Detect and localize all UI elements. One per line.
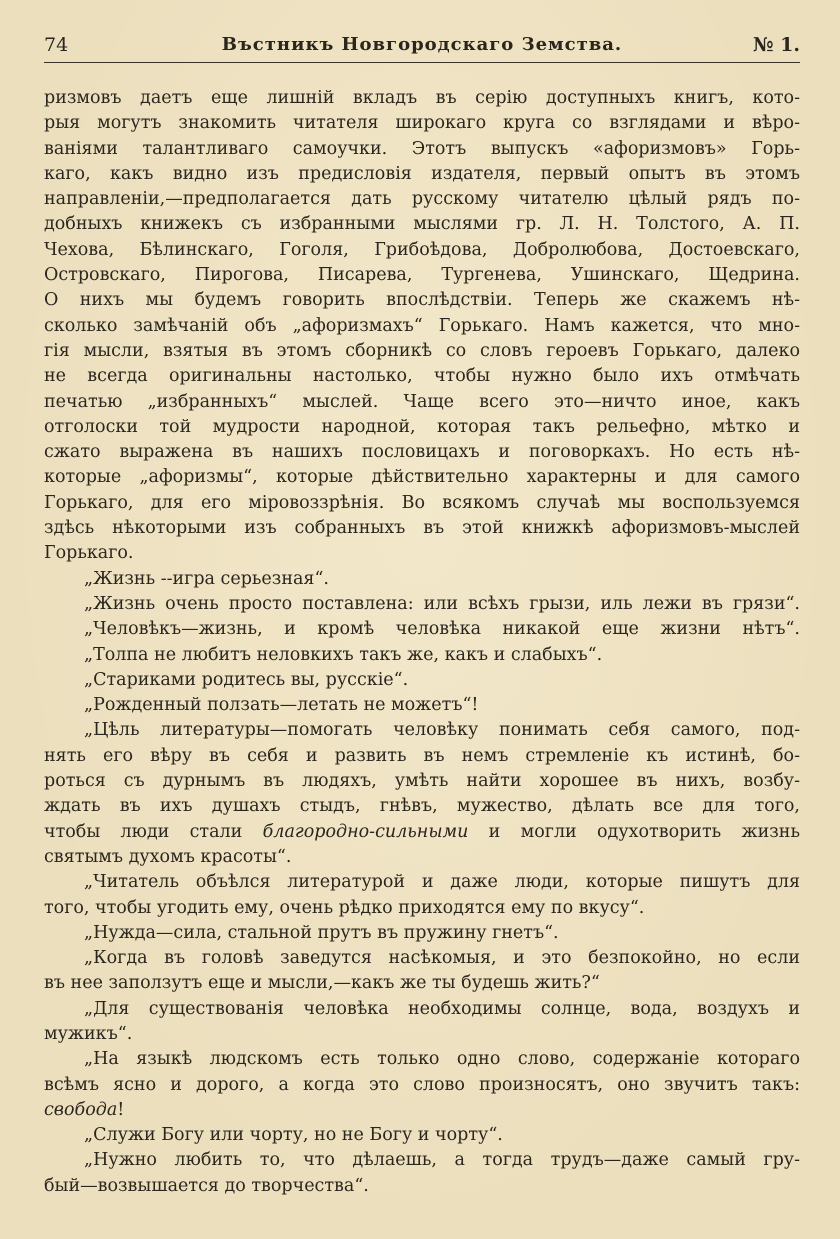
text-line	[44, 820, 800, 845]
text-line: ризмовъ даетъ еще лишній вкладъ въ серію доступныхъ книгъ, кото-	[44, 88, 800, 108]
text-line: роться съ дурнымъ въ людяхъ, умѣть найти хорошее въ нихъ, возбу-	[44, 771, 800, 792]
text-line: мужикъ“.	[44, 1023, 133, 1044]
aphorism: „Нужда—сила, стальной прутъ въ пружину гнетъ“.	[84, 922, 559, 943]
aphorism: „Жизнь --игра серьезная“.	[84, 568, 329, 589]
text-segment: чтобы люди стали	[44, 821, 243, 842]
aphorism: „Жизнь очень просто поставлена: или всѣхъ грызи, иль лежи въ грязи“.	[84, 593, 800, 614]
aphorism: „Когда въ головѣ заведутся насѣкомыя, и это безпокойно, но если	[84, 948, 800, 969]
text-line: Горькаго.	[44, 543, 134, 564]
text-line: которые „афоризмы“, которые дѣйствительно характерны и для самого	[44, 467, 800, 488]
text-line: каго, какъ видно изъ предисловія издателя, первый опытъ въ этомъ	[44, 163, 800, 184]
text-line: здѣсь нѣкоторыми изъ собранныхъ въ этой книжкѣ афоризмовъ-мыслей	[44, 518, 800, 539]
aphorism: „Стариками родитесь вы, русскіе“.	[84, 669, 409, 690]
text-line: ждать въ ихъ душахъ стыдъ, гнѣвъ, мужество, дѣлать все для того,	[44, 796, 800, 817]
text-line: нять его вѣру въ себя и развить въ немъ стремленіе къ истинѣ, бо-	[44, 745, 800, 766]
aphorism: „На языкѣ людскомъ есть только одно слово, содержаніе котораго	[84, 1049, 800, 1070]
text-line: направленіи,—предполагается дать русскому читателю цѣлый рядъ по-	[44, 189, 800, 210]
text-line: того, чтобы угодить ему, очень рѣдко приходятся ему по вкусу“.	[44, 897, 645, 918]
text-line: О нихъ мы будемъ говорить впослѣдствіи. Теперь же скажемъ нѣ-	[44, 290, 800, 311]
text-line: всѣмъ ясно и дорого, а когда это слово произносятъ, оно звучитъ такъ:	[44, 1074, 800, 1095]
text-line: рыя могутъ знакомить читателя широкаго круга со взглядами и вѣро-	[44, 113, 800, 134]
text-line: не всегда оригинальны настолько, чтобы нужно было ихъ отмѣчать	[44, 366, 800, 387]
text-line: гія мысли, взятыя въ этомъ сборникѣ со словъ героевъ Горькаго, далеко	[44, 340, 800, 361]
text-line: въ нее заползутъ еще и мысли,—какъ же ты будешь жить?“	[44, 973, 600, 994]
text-line: бый—возвышается до творчества“.	[44, 1175, 369, 1196]
aphorism: „Для существованія человѣка необходимы солнце, вода, воздухъ и	[84, 998, 800, 1019]
aphorism: „Служи Богу или чорту, но не Богу и чорту“.	[84, 1125, 503, 1146]
page-header	[44, 28, 800, 63]
aphorism: „Нужно любить то, что дѣлаешь, а тогда трудъ—даже самый гру-	[84, 1150, 800, 1171]
aphorism: „Рожденный ползать—летать не можетъ“!	[84, 695, 479, 716]
aphorism: „Толпа не любитъ неловкихъ такъ же, какъ и слабыхъ“.	[84, 644, 603, 665]
text-segment: !	[117, 1099, 125, 1120]
article-body	[44, 86, 800, 1199]
issue-number: № 1.	[752, 34, 800, 56]
text-line: сжато выражена въ нашихъ пословицахъ и поговоркахъ. Но есть нѣ-	[44, 442, 800, 463]
text-line: добныхъ книжекъ съ избранными мыслями гр. Л. Н. Толстого, А. П.	[44, 214, 800, 235]
aphorism: „Цѣль литературы—помогать человѣку понимать себя самого, под-	[84, 720, 800, 741]
text-line: Горькаго, для его міровоззрѣнія. Во всякомъ случаѣ мы воспользуемся	[44, 492, 800, 513]
italic-phrase: благородно-сильными	[262, 821, 469, 842]
text-line: святымъ духомъ красоты“.	[44, 846, 292, 867]
text-line: печатью „избранныхъ“ мыслей. Чаще всего это—ничто иное, какъ	[44, 391, 800, 412]
text-line: Чехова, Бѣлинскаго, Гоголя, Грибоѣдова, Добролюбова, Достоевскаго,	[44, 239, 800, 260]
text-line: Островскаго, Пирогова, Писарева, Тургенева, Ушинскаго, Щедрина.	[44, 265, 800, 286]
text-line: сколько замѣчаній объ „афоризмахъ“ Горькаго. Намъ кажется, что мно-	[44, 315, 800, 336]
italic-word: свобода	[44, 1099, 118, 1120]
aphorism: „Человѣкъ—жизнь, и кромѣ человѣка никакой еще жизни нѣтъ“.	[84, 619, 800, 640]
page-number: 74	[44, 34, 69, 56]
text-segment: и могли одухотворить жизнь	[488, 821, 800, 842]
text-line	[44, 1098, 800, 1123]
journal-title: Въстникъ Новгородскаго Земства.	[221, 34, 623, 55]
text-line: отголоски той мудрости народной, которая такъ рельефно, мѣтко и	[44, 416, 800, 437]
aphorism: „Читатель объѣлся литературой и даже люди, которые пишутъ для	[84, 872, 800, 893]
text-line: ваніями талантливаго самоучки. Этотъ выпускъ «афоризмовъ» Горь-	[44, 138, 800, 159]
